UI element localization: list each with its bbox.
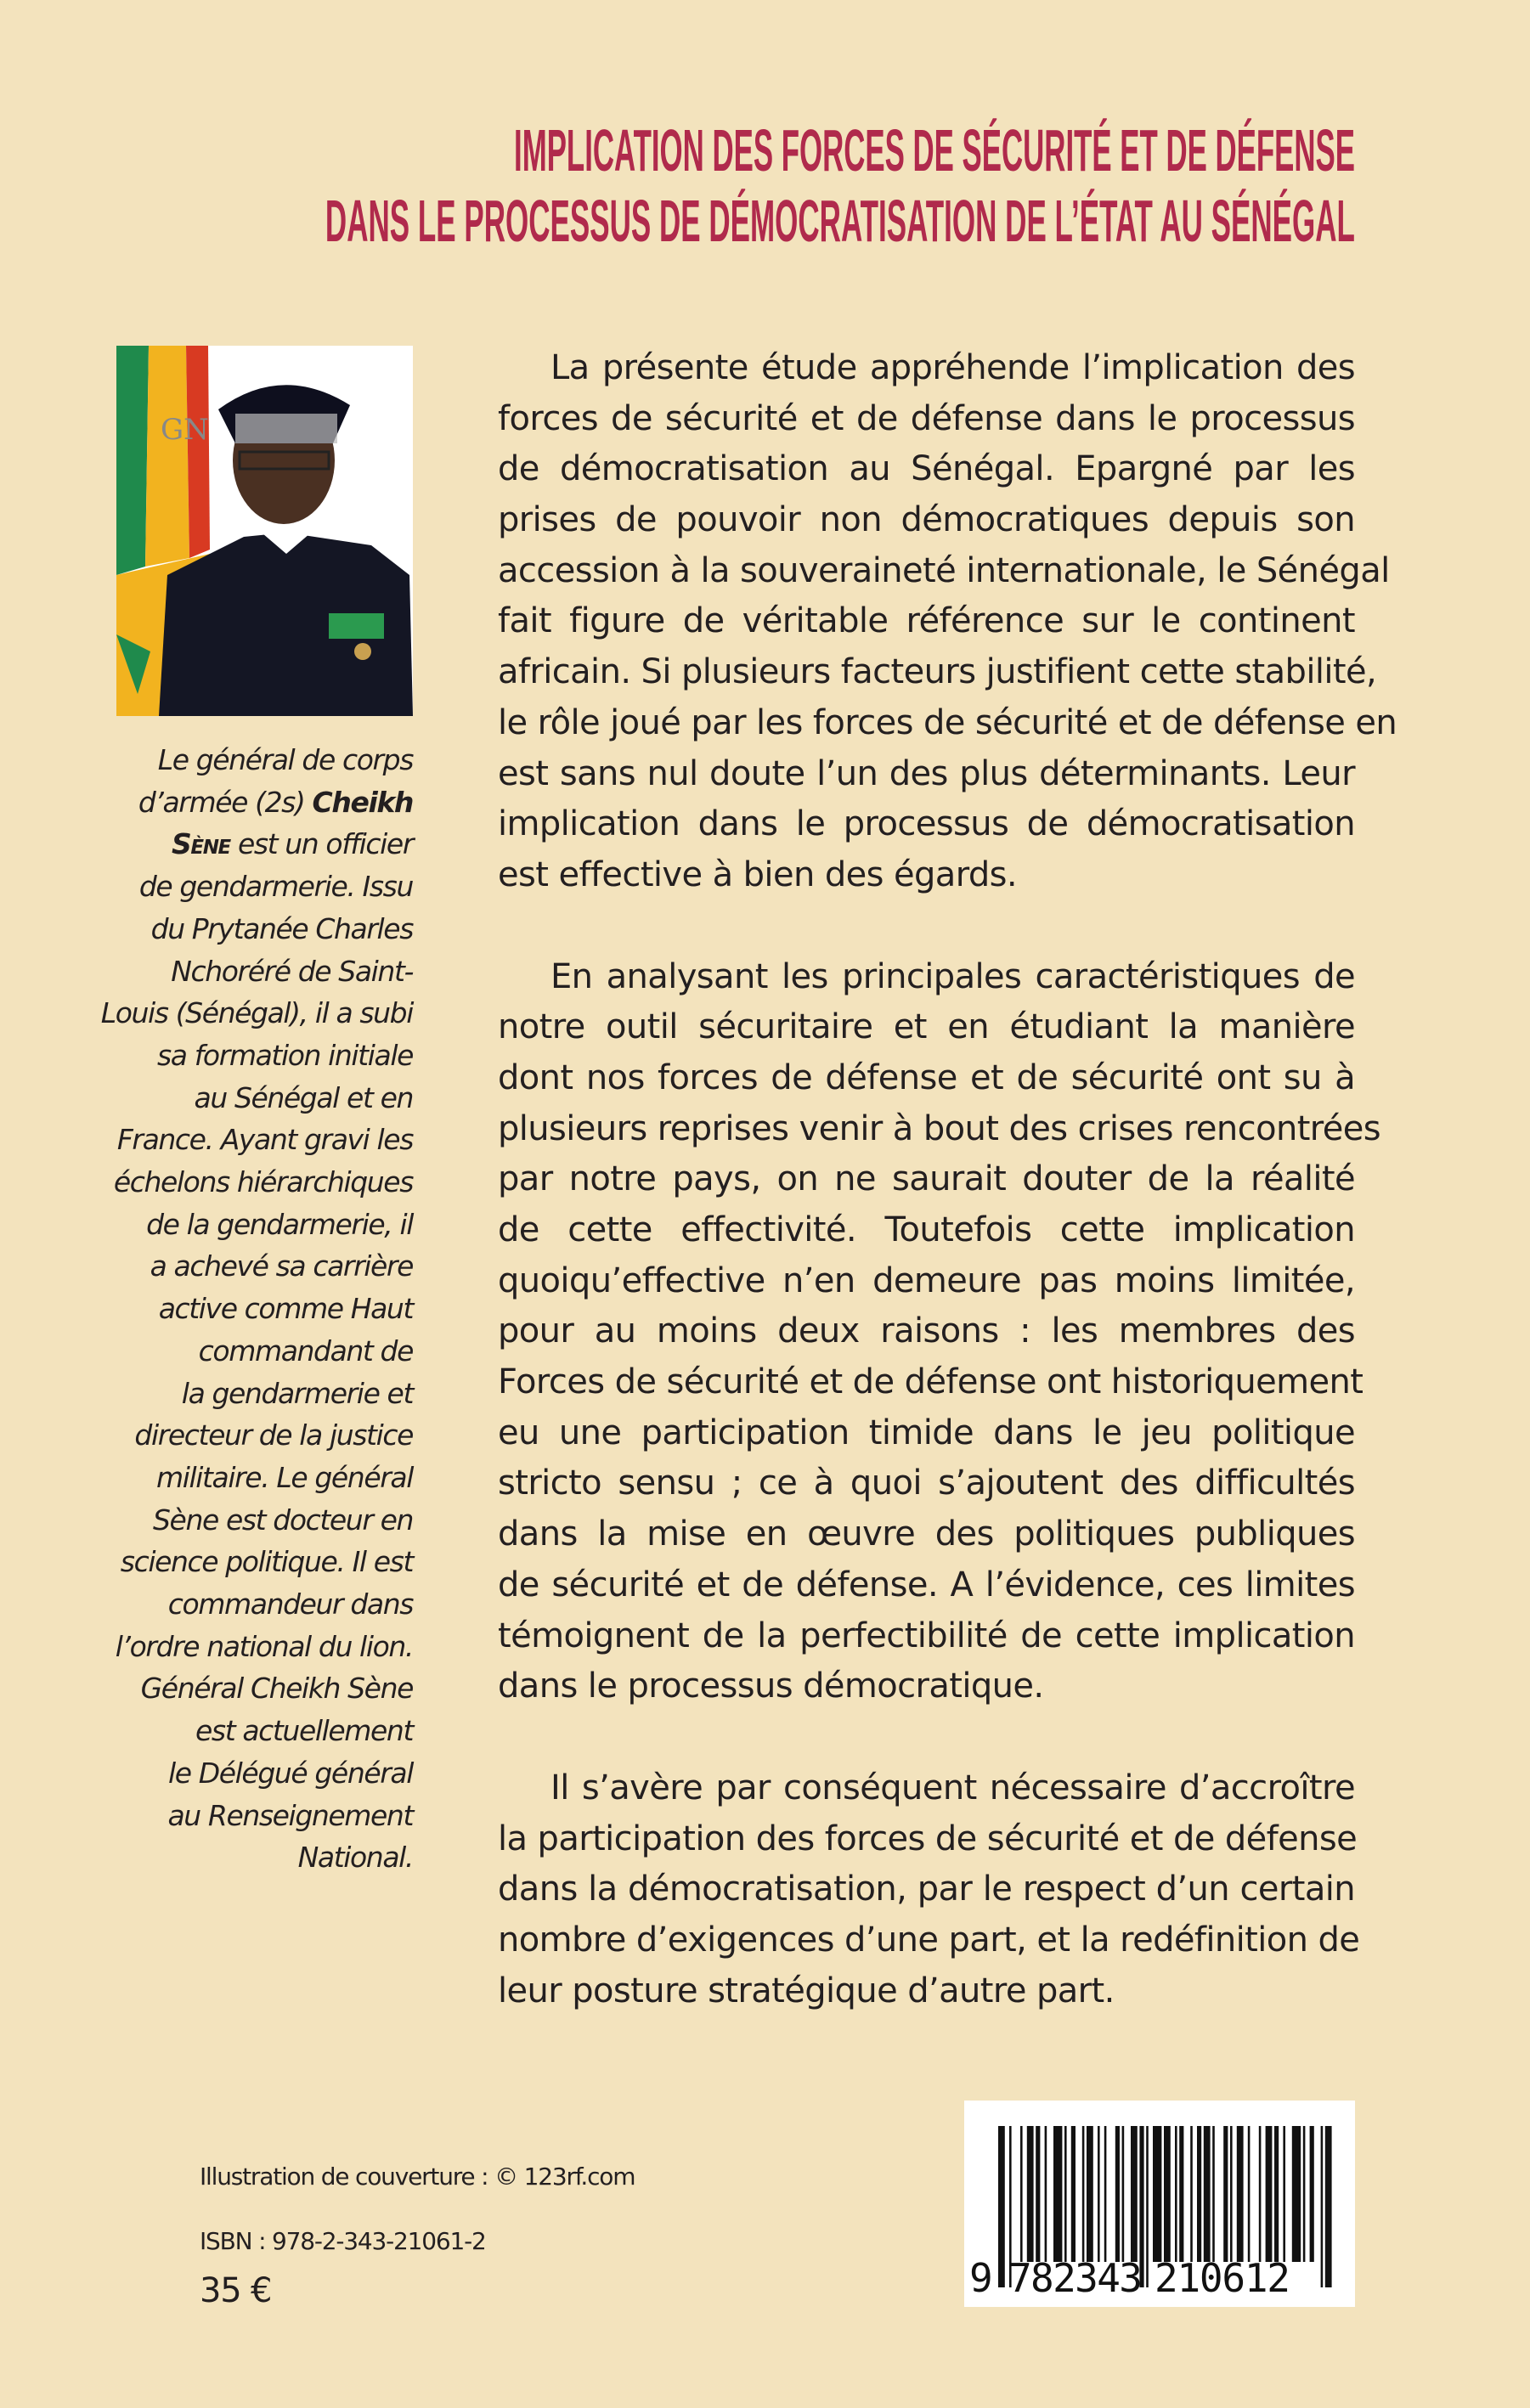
biography-line bbox=[51, 1119, 413, 1161]
biography-line bbox=[51, 1752, 413, 1795]
barcode-bars bbox=[964, 2101, 1355, 2307]
barcode-bar bbox=[1175, 2126, 1177, 2262]
barcode-bar bbox=[1053, 2126, 1062, 2262]
summary-line: notre outil sécuritaire et en étudiant la manière bbox=[498, 1007, 1355, 1047]
summary-line: plusieurs reprises venir à bout des crises rencontrées bbox=[498, 1108, 1381, 1148]
summary-line: Il s’avère par conséquent nécessaire d’accroître bbox=[550, 1768, 1355, 1807]
book-title-line-2: DANS LE PROCESSUS DE DÉMOCRATISATION DE L’ÉTAT AU SÉNÉGAL bbox=[325, 188, 1355, 254]
summary-line: le rôle joué par les forces de sécurité et de défense en bbox=[498, 702, 1397, 742]
barcode-bar bbox=[1204, 2126, 1211, 2262]
back-cover-summary bbox=[498, 343, 1397, 2067]
barcode-bar bbox=[1283, 2126, 1285, 2262]
summary-paragraph bbox=[498, 952, 1381, 1712]
summary-line: nombre d’exigences d’une part, et la redéfinition de bbox=[498, 1920, 1360, 1960]
barcode-bar bbox=[1292, 2126, 1301, 2262]
barcode-bar bbox=[1071, 2126, 1076, 2262]
barcode-bar bbox=[1190, 2126, 1193, 2262]
biography-line bbox=[51, 1626, 413, 1668]
barcode-bar bbox=[1259, 2126, 1262, 2262]
summary-paragraph bbox=[498, 343, 1397, 901]
biography-line bbox=[51, 1330, 413, 1373]
barcode-bar bbox=[1223, 2126, 1228, 2262]
biography-line bbox=[51, 866, 413, 908]
flag-letters: GN bbox=[161, 413, 209, 447]
author-biography bbox=[51, 739, 413, 1879]
summary-line: est effective à bien des égards. bbox=[498, 854, 1017, 894]
biography-line bbox=[51, 950, 413, 993]
biography-line bbox=[51, 1583, 413, 1626]
biography-line bbox=[51, 1710, 413, 1752]
barcode-bar bbox=[1197, 2126, 1201, 2262]
summary-line: dans la démocratisation, par le respect d’un certain bbox=[498, 1869, 1355, 1909]
biography-line bbox=[51, 1245, 413, 1288]
barcode-bar bbox=[1248, 2126, 1251, 2262]
summary-line: implication dans le processus de démocratisation bbox=[498, 804, 1355, 844]
barcode-bar bbox=[1027, 2126, 1034, 2262]
summary-line: par notre pays, on ne saurait douter de la réalité bbox=[498, 1159, 1355, 1199]
barcode-bar bbox=[1325, 2126, 1332, 2287]
biography-line bbox=[51, 1457, 413, 1499]
barcode-bar bbox=[1274, 2126, 1279, 2262]
biography-line bbox=[51, 1077, 413, 1119]
barcode-digits-left: 782343 bbox=[1008, 2255, 1143, 2301]
summary-line: dans le processus démocratique. bbox=[498, 1666, 1044, 1706]
summary-line: eu une participation timide dans le jeu politique bbox=[498, 1413, 1355, 1452]
barcode-bar bbox=[1310, 2126, 1314, 2262]
barcode-digit-first: 9 bbox=[969, 2255, 993, 2301]
barcode-bar bbox=[1237, 2126, 1244, 2262]
summary-line: de sécurité et de défense. A l’évidence, ces limites bbox=[498, 1565, 1355, 1604]
barcode-bar bbox=[1045, 2126, 1047, 2262]
barcode-bar bbox=[1020, 2126, 1023, 2262]
summary-line: En analysant les principales caractéristiques de bbox=[550, 956, 1355, 996]
biography-text: commandant de bbox=[198, 1334, 413, 1368]
summary-line: dont nos forces de défense et de sécurité ont su à bbox=[498, 1057, 1355, 1097]
biography-text: de gendarmerie. Issu bbox=[138, 870, 413, 904]
biography-text: militaire. Le général bbox=[155, 1460, 413, 1494]
biography-line bbox=[51, 908, 413, 950]
biography-line bbox=[51, 1541, 413, 1583]
biography-text: Louis (Sénégal), il a subi bbox=[100, 996, 413, 1030]
barcode-digits-right: 210612 bbox=[1155, 2255, 1290, 2301]
biography-text: échelons hiérarchiques bbox=[113, 1165, 413, 1199]
biography-text: est un officier bbox=[229, 827, 413, 861]
barcode-bar bbox=[1115, 2126, 1120, 2262]
barcode-bar bbox=[1087, 2126, 1093, 2262]
biography-text: Nchoréré de Saint- bbox=[171, 954, 413, 988]
price: 35 € bbox=[200, 2271, 272, 2310]
biography-text: National. bbox=[297, 1841, 413, 1875]
biography-text: du Prytanée Charles bbox=[150, 911, 413, 945]
barcode-bar bbox=[1321, 2126, 1324, 2287]
barcode-bar bbox=[1146, 2126, 1149, 2287]
barcode-bar bbox=[1131, 2126, 1138, 2262]
isbn: ISBN : 978-2-343-21061-2 bbox=[200, 2227, 486, 2255]
barcode-bar bbox=[1104, 2126, 1107, 2262]
biography-text: le Délégué général bbox=[167, 1756, 413, 1790]
barcode-bar bbox=[1082, 2126, 1085, 2262]
biography-line bbox=[51, 1499, 413, 1542]
biography-text: science politique. Il est bbox=[120, 1545, 413, 1579]
cover-illustration-credit: Illustration de couverture : © 123rf.com bbox=[200, 2163, 635, 2191]
summary-line: leur posture stratégique d’autre part. bbox=[498, 1971, 1115, 2010]
summary-line: fait figure de véritable référence sur le continent bbox=[498, 601, 1355, 641]
author-portrait-image bbox=[116, 346, 413, 716]
biography-line bbox=[51, 1836, 413, 1879]
biography-line bbox=[51, 1667, 413, 1710]
summary-line: forces de sécurité et de défense dans le processus bbox=[498, 398, 1355, 438]
biography-text: France. Ayant gravi les bbox=[116, 1123, 413, 1157]
summary-line: stricto sensu ; ce à quoi s’ajoutent des difficultés bbox=[498, 1463, 1355, 1503]
biography-line bbox=[51, 739, 413, 781]
author-photo bbox=[116, 346, 413, 716]
biography-text: directeur de la justice bbox=[134, 1418, 413, 1452]
biography-line bbox=[51, 823, 413, 866]
barcode-bar bbox=[1230, 2126, 1233, 2262]
author-surname: Sène bbox=[172, 827, 230, 861]
biography-text: de la gendarmerie, il bbox=[146, 1207, 413, 1241]
barcode-bar bbox=[1064, 2126, 1067, 2262]
barcode-bar bbox=[1266, 2126, 1273, 2262]
barcode-bar bbox=[1036, 2126, 1040, 2262]
summary-line: de cette effectivité. Toutefois cette implication bbox=[498, 1210, 1355, 1249]
summary-line: prises de pouvoir non démocratiques depuis son bbox=[498, 500, 1355, 540]
biography-text: est actuellement bbox=[195, 1714, 413, 1748]
barcode-bar bbox=[998, 2126, 1005, 2287]
biography-line bbox=[51, 1204, 413, 1246]
summary-line: Forces de sécurité et de défense ont historiquement bbox=[498, 1362, 1363, 1402]
biography-text: commandeur dans bbox=[167, 1587, 413, 1621]
summary-line: est sans nul doute l’un des plus déterminants. Leur bbox=[498, 753, 1355, 793]
biography-text: Le général de corps bbox=[157, 743, 413, 776]
biography-text: Sène est docteur en bbox=[153, 1503, 413, 1537]
author-name: Cheikh bbox=[312, 785, 413, 819]
summary-line: africain. Si plusieurs facteurs justifient cette stabilité, bbox=[498, 652, 1377, 692]
biography-text: au Renseignement bbox=[167, 1798, 413, 1832]
summary-line: dans la mise en œuvre des politiques publiques bbox=[498, 1514, 1355, 1554]
isbn-barcode bbox=[964, 2101, 1355, 2307]
barcode-bar bbox=[1098, 2126, 1100, 2262]
biography-text: sa formation initiale bbox=[156, 1038, 413, 1072]
biography-text: d’armée (2s) bbox=[138, 785, 313, 819]
biography-line bbox=[51, 1161, 413, 1204]
summary-line: accession à la souveraineté internationale, le Sénégal bbox=[498, 550, 1390, 590]
biography-line bbox=[51, 1795, 413, 1837]
biography-line bbox=[51, 1288, 413, 1330]
biography-line bbox=[51, 781, 413, 824]
biography-text: a achevé sa carrière bbox=[150, 1249, 413, 1283]
biography-line bbox=[51, 1373, 413, 1415]
summary-line: pour au moins deux raisons : les membres des bbox=[498, 1311, 1355, 1351]
barcode-bar bbox=[1164, 2126, 1171, 2262]
barcode-bar bbox=[1179, 2126, 1183, 2262]
summary-line: quoiqu’effective n’en demeure pas moins limitée, bbox=[498, 1260, 1355, 1300]
summary-paragraph bbox=[498, 1763, 1360, 2016]
biography-line bbox=[51, 1414, 413, 1457]
biography-text: l’ordre national du lion. bbox=[115, 1629, 413, 1663]
barcode-bar bbox=[1212, 2126, 1215, 2262]
biography-text: au Sénégal et en bbox=[194, 1080, 413, 1114]
biography-line bbox=[51, 1035, 413, 1077]
summary-line: la participation des forces de sécurité et de défense bbox=[498, 1819, 1358, 1858]
book-title-line-1: IMPLICATION DES FORCES DE SÉCURITÉ ET DE DÉFENSE bbox=[514, 117, 1355, 183]
summary-line: de démocratisation au Sénégal. Epargné par les bbox=[498, 449, 1355, 489]
barcode-bar bbox=[1153, 2126, 1161, 2262]
biography-line bbox=[51, 992, 413, 1035]
barcode-bar bbox=[1303, 2126, 1306, 2262]
biography-text: Général Cheikh Sène bbox=[140, 1672, 413, 1706]
biography-text: active comme Haut bbox=[158, 1292, 413, 1326]
summary-line: témoignent de la perfectibilité de cette implication bbox=[498, 1616, 1355, 1655]
summary-line: La présente étude appréhende l’implication des bbox=[550, 348, 1355, 387]
biography-text: la gendarmerie et bbox=[181, 1376, 413, 1410]
barcode-bar bbox=[1122, 2126, 1125, 2262]
